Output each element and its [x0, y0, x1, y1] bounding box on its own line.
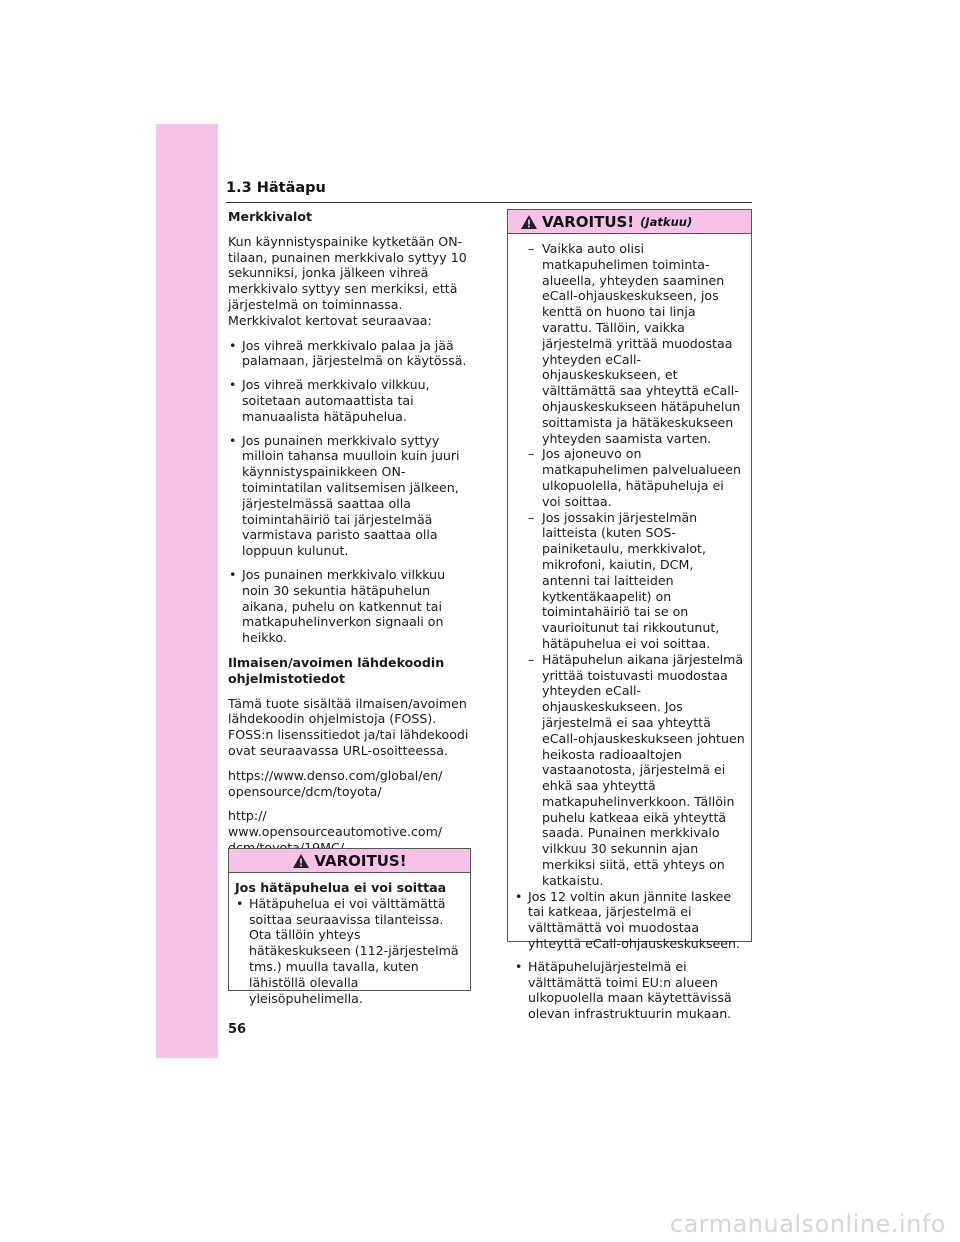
foss-text: Tämä tuote sisältää ilmaisen/avoimen lähdekoodin ohjelmistoja (FOSS). FOSS:n lisenssitiedot ja/tai lähdekoodi ovat seuraavassa URL-osoitteessa. [228, 695, 469, 758]
merkkivalot-bullets [228, 338, 470, 646]
warning-list [235, 896, 464, 1007]
list-item: • Jos vihreä merkkivalo palaa ja jää palamaan, järjestelmä on käytössä. [228, 338, 470, 370]
merkkivalot-heading: Merkkivalot [228, 209, 313, 224]
merkkivalot-intro: Kun käynnistyspainike kytketään ON-tilaan, punainen merkkivalo syttyy 10 sekunniksi, jonka jälkeen vihreä merkkivalo syttyy sen merkiksi, että järjestelmä on toiminnassa. Merkkivalot kertovat seuraavaa: [228, 233, 467, 328]
left-column [228, 209, 470, 865]
warning-label: VAROITUS! [542, 212, 635, 231]
warning-title: Jos hätäpuhelua ei voi soittaa [235, 880, 447, 895]
list-item: • Jos punainen merkkivalo vilkkuu noin 30 sekuntia hätäpuhelun aikana, puhelu on katkennut tai matkapuhelinverkon signaali on heikko. [228, 567, 470, 646]
list-item: • Hätäpuhelujärjestelmä ei välttämättä toimi EU:n alueen ulkopuolella maan käytettävissä olevan infrastruktuurin mukaan. [514, 959, 745, 1022]
list-item: – Jos jossakin järjestelmän laitteista (kuten SOS-painiketaulu, merkkivalot, mikrofoni, kaiutin, DCM, antenni tai laitteiden kytkentäkaapelit) on toimintahäiriö tai se on vaurioitunut tai rikkoutunut, hätäpuhelua ei voi soittaa. [514, 510, 745, 652]
section-header: 1.3 Hätäapu [226, 178, 752, 203]
warning-header [229, 849, 470, 873]
list-item: • Hätäpuhelua ei voi välttämättä soittaa seuraavissa tilanteissa. Ota tällöin yhteys hätäkeskukseen (112-järjestelmä tms.) muulla tavalla, kuten lähistöllä olevalla yleisöpuhelimella. [235, 896, 464, 1007]
url-opensourceautomotive: http:// www.opensourceautomotive.com/ [228, 808, 443, 840]
warning-triangle-icon [520, 214, 538, 230]
continued-label: (Jatkuu) [640, 214, 693, 229]
warning-box-right [507, 209, 752, 1022]
url-denso: https://www.denso.com/global/en/ opensource/dcm/toyota/ [228, 767, 443, 799]
watermark: carmanualsonline.info [669, 1210, 946, 1238]
list-item: • Jos 12 voltin akun jännite laskee tai katkeaa, järjestelmä ei välttämättä voi muodostaa yhteyttä eCall-ohjauskeskukseen. [514, 889, 745, 952]
list-item: • Jos vihreä merkkivalo vilkkuu, soitetaan automaattista tai manuaalista hätäpuhelua. [228, 377, 470, 424]
foss-heading: Ilmaisen/avoimen lähdekoodin ohjelmistotiedot [228, 654, 445, 686]
list-item: – Vaikka auto olisi matkapuhelimen toiminta-alueella, yhteyden saaminen eCall-ohjauskeskukseen, jos kenttä on huono tai linja varattu. Tällöin, vaikka järjestelmä yrittää muodostaa yhteyden eCall-ohjauskeskukseen, et välttämättä saa yhteyttä eCall-ohjauskeskukseen hätäpuhelun soittamista ja hätäkeskukseen yhteyden saamista varten. [514, 241, 745, 446]
page-number: 56 [228, 1022, 247, 1037]
pink-sidebar [156, 124, 218, 1058]
warning-body [508, 234, 751, 1022]
warning-body [229, 873, 470, 1006]
list-item: – Hätäpuhelun aikana järjestelmä yrittää toistuvasti muodostaa yhteyden eCall-ohjauskeskukseen. Jos järjestelmä ei saa yhteyttä eCall-ohjauskeskukseen johtuen heikosta radioaaltojen vastaanotosta, järjestelmä ei ehkä saa yhteyttä matkapuhelinverkkoon. Tällöin puhelu katkeaa eikä yhteyttä saada. Punainen merkkivalo vilkkuu 30 sekunnin ajan merkiksi siitä, että yhteys on katkaistu. [514, 652, 745, 889]
warning-triangle-icon [292, 853, 310, 869]
warning-bullet-list [514, 889, 745, 1022]
warning-header-continued [508, 210, 751, 234]
list-item: – Jos ajoneuvo on matkapuhelimen palvelualueen ulkopuolella, hätäpuheluja ei voi soittaa. [514, 446, 745, 509]
warning-label: VAROITUS! [314, 851, 407, 870]
warning-box-left [228, 848, 471, 1006]
list-item: • Jos punainen merkkivalo syttyy milloin tahansa muulloin kuin juuri käynnistyspainikkeen ON-toimintatilan valitsemisen jälkeen, järjestelmässä saattaa olla toimintahäiriö tai järjestelmää varmistava paristo saattaa olla loppuun kulunut. [228, 433, 470, 559]
warning-dash-list [514, 241, 745, 889]
